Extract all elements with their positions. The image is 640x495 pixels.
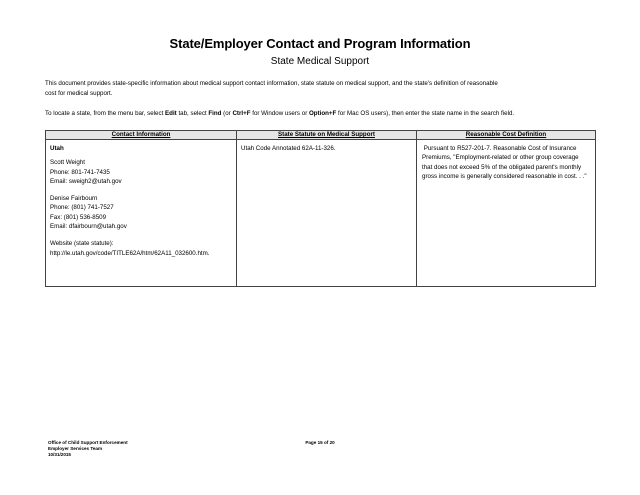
reasonable-cost-line-4: gross income is generally considered reasonable in cost. . ." [422, 172, 587, 180]
statute-text: Utah Code Annotated 62A-11-326. [241, 145, 336, 152]
instructions-ctrlf: Ctrl+F [232, 110, 251, 117]
footer-page-number: Page 15 of 20 [305, 440, 335, 445]
contact-1-name: Scott Weight [50, 159, 85, 167]
reasonable-cost-text [421, 144, 591, 181]
instructions-find: Find [208, 110, 222, 117]
footer-team: Employer Services Team [48, 446, 103, 451]
reasonable-cost-line-1: Pursuant to R527-201-7. Reasonable Cost of Insurance [422, 145, 577, 152]
contact-2 [50, 194, 232, 231]
header-reasonable-cost: Reasonable Cost Definition [417, 131, 596, 140]
instructions-edit: Edit [165, 110, 177, 117]
contact-1-email[interactable]: Email: sweigh2@utah.gov [50, 177, 122, 185]
contact-2-email[interactable]: Email: dfairbourn@utah.gov [50, 223, 127, 231]
reasonable-cost-cell [417, 140, 596, 287]
state-statute-cell [237, 140, 417, 287]
table-row [46, 140, 596, 287]
header-contact-information: Contact Information [46, 131, 237, 140]
footer-office: Office of Child Support Enforcement [48, 440, 128, 445]
search-instructions [45, 109, 605, 118]
reasonable-cost-line-3: that does not exceed 5% of the obligated parent's monthly [422, 163, 582, 171]
intro-line-2: cost for medical support. [45, 89, 113, 97]
instructions-optionf: Option+F [308, 110, 337, 117]
contact-2-fax: Fax: (801) 536-8509 [50, 213, 107, 221]
medical-support-table [45, 130, 596, 287]
instructions-text-2: tab, select [176, 110, 209, 117]
page-subtitle: State Medical Support [270, 56, 370, 67]
footer-date: 10/31/2015 [48, 452, 71, 457]
website-label: Website (state statute): [50, 240, 114, 248]
contact-1 [50, 158, 232, 186]
instructions-text-4: for Window users or [250, 110, 309, 117]
instructions-text-1: To locate a state, from the menu bar, select [45, 110, 166, 117]
contact-2-name: Denise Fairbourn [50, 195, 98, 203]
instructions-text-5: for Mac OS users), then enter the state name in the search field. [336, 110, 515, 117]
contact-information-cell [46, 140, 237, 287]
contact-2-phone: Phone: (801) 741-7527 [50, 204, 114, 212]
contact-1-phone: Phone: 801-741-7435 [50, 168, 110, 176]
reasonable-cost-line-2: Premiums, "Employment-related or other group coverage [422, 154, 579, 162]
header-state-statute: State Statute on Medical Support [237, 131, 417, 140]
state-name: Utah [50, 145, 64, 152]
table-header-row [46, 131, 596, 140]
intro-paragraph [45, 79, 595, 98]
intro-line-1: This document provides state-specific information about medical support contact information, state statute on medical support, and the state's definition of reasonable [45, 80, 498, 87]
page-title: State/Employer Contact and Program Information [169, 36, 471, 51]
website-link[interactable]: http://le.utah.gov/code/TITLE62A/htm/62A11_032600.htm. [50, 249, 210, 257]
website-block [50, 239, 232, 258]
instructions-text-3: (or [221, 110, 233, 117]
